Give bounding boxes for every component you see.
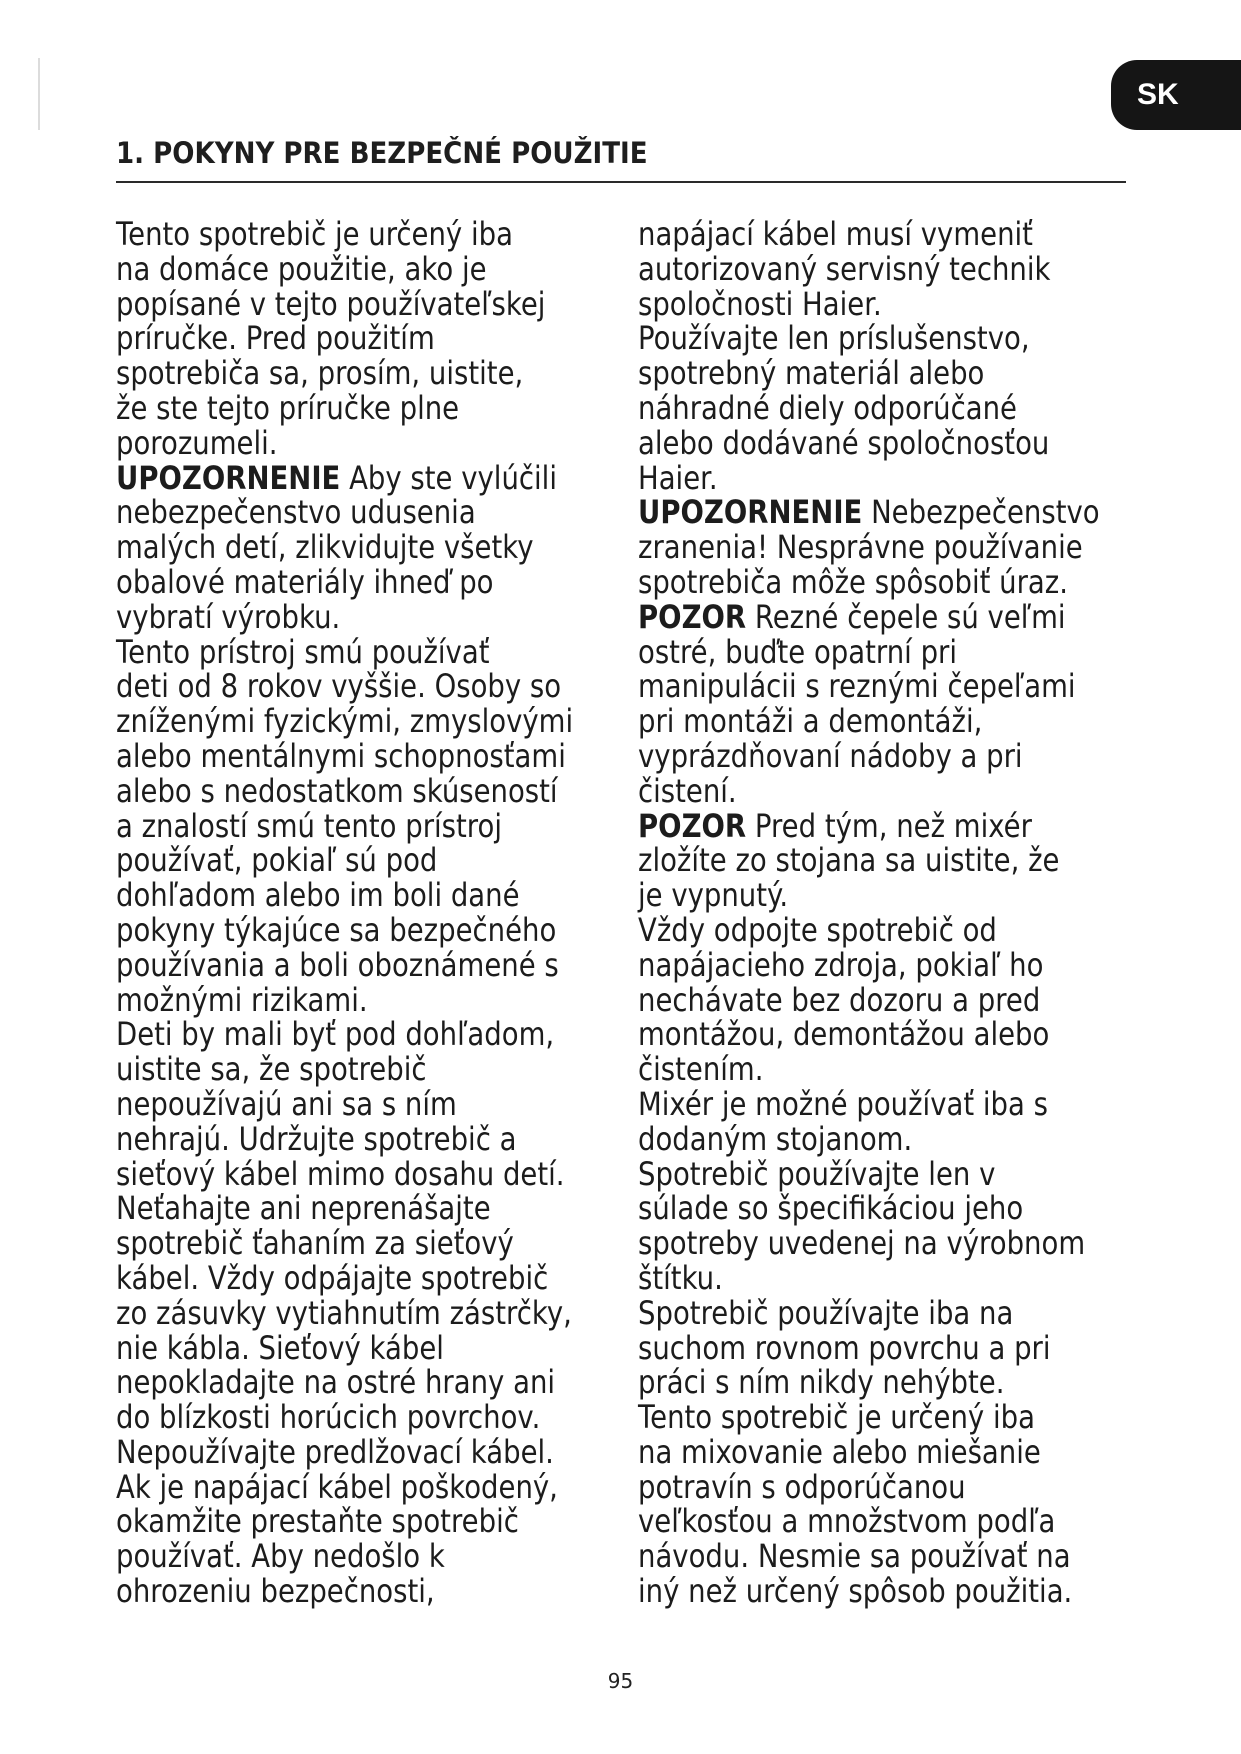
warning-keyword: POZOR [638,597,747,636]
text-line [116,217,573,252]
text-line [116,1154,573,1193]
text-line [116,458,573,497]
line-text: práci s ním nikdy nehýbte. [638,1363,1005,1402]
text-line [638,945,1100,984]
line-text: Spotrebič používajte len v [638,1154,996,1193]
text-line [638,217,1100,252]
line-text: Tento spotrebič je určený iba [116,215,513,253]
text-line [116,1328,573,1367]
line-text: Mixér je možné používať iba s [638,1084,1048,1123]
text-line [638,1400,1100,1435]
text-line [638,423,1100,462]
line-text: zranenia! Nesprávne používanie [638,528,1083,567]
text-line [116,284,573,323]
text-line [638,1017,1100,1052]
line-text: Nebezpečenstvo [862,493,1100,532]
line-text: autorizovaný servisný technik [638,249,1051,288]
text-line [116,1432,573,1471]
line-text: Ak je napájací kábel poškodený, [116,1467,558,1506]
text-line [116,1017,573,1052]
text-line [638,771,1100,810]
line-text: zložíte zo stojana sa uistite, že [638,841,1060,880]
text-line [116,1365,573,1400]
text-line [116,704,573,739]
section-title: 1. POKYNY PRE BEZPEČNÉ POUŽITIE [116,136,648,170]
line-text: spoločnosti Haier. [638,284,882,323]
line-text: čistením. [638,1050,764,1089]
line-text: ohrozeniu bezpečnosti, [116,1572,435,1611]
text-line [638,843,1100,878]
text-line [116,530,573,565]
line-text: návodu. Nesmie sa používať na [638,1537,1071,1576]
line-text: napájací kábel musí vymeniť [638,215,1033,253]
line-text: Rezné čepele sú veľmi [746,597,1066,636]
line-text: sieťový kábel mimo dosahu detí. [116,1154,565,1193]
line-text: okamžite prestaňte spotrebič [116,1502,519,1541]
text-line [638,562,1100,601]
line-text: nechávate bez dozoru a pred [638,980,1041,1019]
text-line [116,1052,573,1087]
text-line [638,1119,1100,1158]
text-line [638,1154,1100,1193]
line-text: Nepoužívajte predlžovací kábel. [116,1432,554,1471]
text-line [116,249,573,288]
line-text: čistení. [638,771,737,810]
warning-keyword: UPOZORNENIE [116,458,341,497]
line-text: deti od 8 rokov vyššie. Osoby so [116,667,562,706]
text-line [638,249,1100,288]
text-line [116,1191,573,1226]
line-text: potravín s odporúčanou [638,1467,966,1506]
page-number: 95 [607,1669,634,1693]
line-text: spotrebiča sa, prosím, uistite, [116,354,524,393]
text-line [638,1226,1100,1261]
text-line [116,388,573,427]
text-line [116,597,573,636]
line-text: alebo mentálnymi schopnosťami [116,736,566,775]
line-text: Aby ste vylúčili [340,458,557,497]
text-line [116,356,573,391]
text-line [116,771,573,810]
text-line [638,284,1100,323]
line-text: zníženými fyzickými, zmyslovými [116,702,574,741]
text-line [116,1539,573,1574]
line-text: príručke. Pred použitím [116,319,435,358]
text-line [638,669,1100,704]
text-line [638,806,1100,845]
text-line [638,356,1100,391]
line-text: nie kábla. Sieťový kábel [116,1328,444,1367]
line-text: a znalostí smú tento prístroj [116,806,502,845]
text-line [116,945,573,984]
line-text: alebo s nedostatkom skúseností [116,771,558,810]
line-text: Pred tým, než mixér [746,806,1032,845]
text-line [116,1258,573,1297]
line-text: do blízkosti horúcich povrchov. [116,1398,541,1437]
text-line [638,980,1100,1019]
text-line [116,1467,573,1506]
text-line [116,1293,573,1332]
text-line [638,1504,1100,1539]
line-text: uistite sa, že spotrebič [116,1050,427,1089]
line-text: zo zásuvky vytiahnutím zástrčky, [116,1293,572,1332]
text-line [116,806,573,845]
line-text: veľkosťou a množstvom podľa [638,1502,1056,1541]
line-text: Deti by mali byť pod dohľadom, [116,1015,555,1054]
text-line [638,1084,1100,1123]
text-line [116,1574,573,1609]
right-text-column [638,217,1100,1609]
text-line [638,1539,1100,1574]
text-line [638,1052,1100,1087]
line-text: náhradné diely odporúčané [638,388,1017,427]
line-text: používať, pokiaľ sú pod [116,841,438,880]
text-line [638,878,1100,913]
line-text: na mixovanie alebo miešanie [638,1432,1041,1471]
line-text: súlade so špecifikáciou jeho [638,1189,1024,1228]
left-text-column [116,217,573,1609]
text-line [116,736,573,775]
text-line [638,388,1100,427]
line-text: používania a boli oboznámené s [116,945,559,984]
line-text: Vždy odpojte spotrebič od [638,910,997,949]
text-line [116,1119,573,1158]
line-text: vybratí výrobku. [116,597,341,636]
line-text: na domáce použitie, ako je [116,249,487,288]
text-line [116,423,573,462]
text-line [116,1504,573,1539]
line-text: nepokladajte na ostré hrany ani [116,1363,556,1402]
text-line [116,321,573,356]
text-line [116,878,573,913]
line-text: Neťahajte ani neprenášajte [116,1189,491,1228]
text-line [116,1226,573,1261]
line-text: je vypnutý. [638,876,789,915]
text-line [638,530,1100,565]
line-text: dohľadom alebo im boli dané [116,876,520,915]
line-text: kábel. Vždy odpájajte spotrebič [116,1258,549,1297]
line-text: napájacieho zdroja, pokiaľ ho [638,945,1044,984]
line-text: používať. Aby nedošlo k [116,1537,445,1576]
line-text: pokyny týkajúce sa bezpečného [116,910,557,949]
line-text: ostré, buďte opatrní pri [638,632,958,671]
text-line [638,1432,1100,1471]
line-text: spotrebiča môže spôsobiť úraz. [638,562,1068,601]
line-text: montážou, demontážou alebo [638,1015,1050,1054]
line-text: nebezpečenstvo udusenia [116,493,476,532]
text-line [638,704,1100,739]
line-text: dodaným stojanom. [638,1119,913,1158]
text-line [638,1574,1100,1609]
line-text: malých detí, zlikvidujte všetky [116,528,534,567]
text-line [116,562,573,601]
line-text: štítku. [638,1258,723,1297]
text-line [116,980,573,1019]
text-line [638,1258,1100,1297]
line-text: manipulácii s reznými čepeľami [638,667,1076,706]
text-line [638,736,1100,775]
warning-keyword: POZOR [638,806,747,845]
line-text: možnými rizikami. [116,980,368,1019]
text-line [638,910,1100,949]
line-text: obalové materiály ihneď po [116,562,494,601]
text-line [116,1400,573,1435]
line-text: pri montáži a demontáži, [638,702,983,741]
line-text: alebo dodávané spoločnosťou [638,423,1050,462]
text-line [638,495,1100,530]
text-line [638,1293,1100,1332]
line-text: Tento prístroj smú používať [116,632,490,671]
line-text: porozumeli. [116,423,278,462]
line-text: nehrajú. Udržujte spotrebič a [116,1119,517,1158]
text-line [116,669,573,704]
text-line [638,632,1100,671]
line-text: vyprázdňovaní nádoby a pri [638,736,1023,775]
line-text: Tento spotrebič je určený iba [638,1398,1035,1437]
text-line [638,1365,1100,1400]
text-line [116,843,573,878]
line-text: Haier. [638,458,718,497]
line-text: že ste tejto príručke plne [116,388,460,427]
text-line [116,1084,573,1123]
text-line [638,458,1100,497]
line-text: iný než určený spôsob použitia. [638,1572,1073,1611]
text-line [638,1191,1100,1226]
text-line [116,632,573,671]
warning-keyword: UPOZORNENIE [638,493,863,532]
line-text: spotrebný materiál alebo [638,354,985,393]
text-line [638,597,1100,636]
text-line [638,321,1100,356]
language-tab: SK [1111,60,1241,130]
text-line [116,910,573,949]
line-text: suchom rovnom povrchu a pri [638,1328,1051,1367]
text-line [638,1328,1100,1367]
text-line [638,1467,1100,1506]
line-text: popísané v tejto používateľskej [116,284,546,323]
line-text: Spotrebič používajte iba na [638,1293,1014,1332]
text-line [116,495,573,530]
line-text: nepoužívajú ani sa s ním [116,1084,457,1123]
line-text: Používajte len príslušenstvo, [638,319,1030,358]
title-underline [116,181,1126,183]
line-text: spotrebič ťahaním za sieťový [116,1224,514,1263]
line-text: spotreby uvedenej na výrobnom [638,1224,1086,1263]
margin-mark [38,58,40,130]
